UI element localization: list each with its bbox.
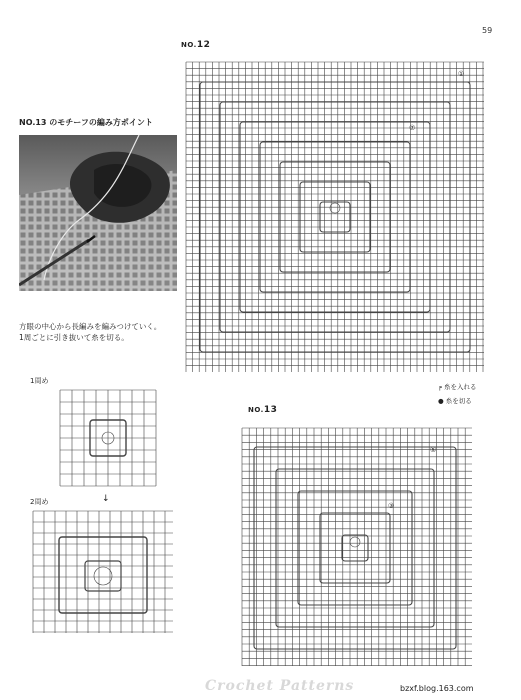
pattern-no13-chart: [238, 420, 478, 672]
watermark: Crochet Patterns: [205, 678, 355, 694]
page-number: 59: [482, 26, 493, 35]
cut-yarn-icon: ●: [438, 397, 444, 405]
crochet-photo: [19, 135, 177, 291]
legend-join-yarn: ╒ 糸を入れる: [438, 383, 477, 391]
round2-diagram: [25, 505, 190, 640]
footer-site: bzxf.blog.163.com: [400, 684, 474, 693]
pattern-no12-label: NO.12: [181, 40, 211, 50]
photo-description: 方眼の中心から長編みを編みつけていく。 1周ごとに引き抜いて糸を切る。: [19, 322, 162, 342]
round1-diagram: [35, 380, 185, 495]
round1-label: 1周め: [30, 377, 49, 385]
join-yarn-icon: ╒: [438, 383, 442, 391]
down-arrow-icon: ↓: [102, 494, 110, 504]
round-marker-7: ⑦: [409, 124, 416, 132]
round-marker-3: ③: [388, 502, 395, 510]
pattern-no13-label: NO.13: [248, 405, 278, 415]
round2-label: 2周め: [30, 498, 49, 506]
round-marker-1: ①: [458, 70, 465, 78]
photo-caption: NO.13 のモチーフの編み方ポイント: [19, 118, 153, 127]
round-marker-5: ⑤: [430, 446, 437, 454]
pattern-no12-chart: [182, 58, 488, 376]
legend-cut-yarn: ● 糸を切る: [438, 397, 472, 405]
